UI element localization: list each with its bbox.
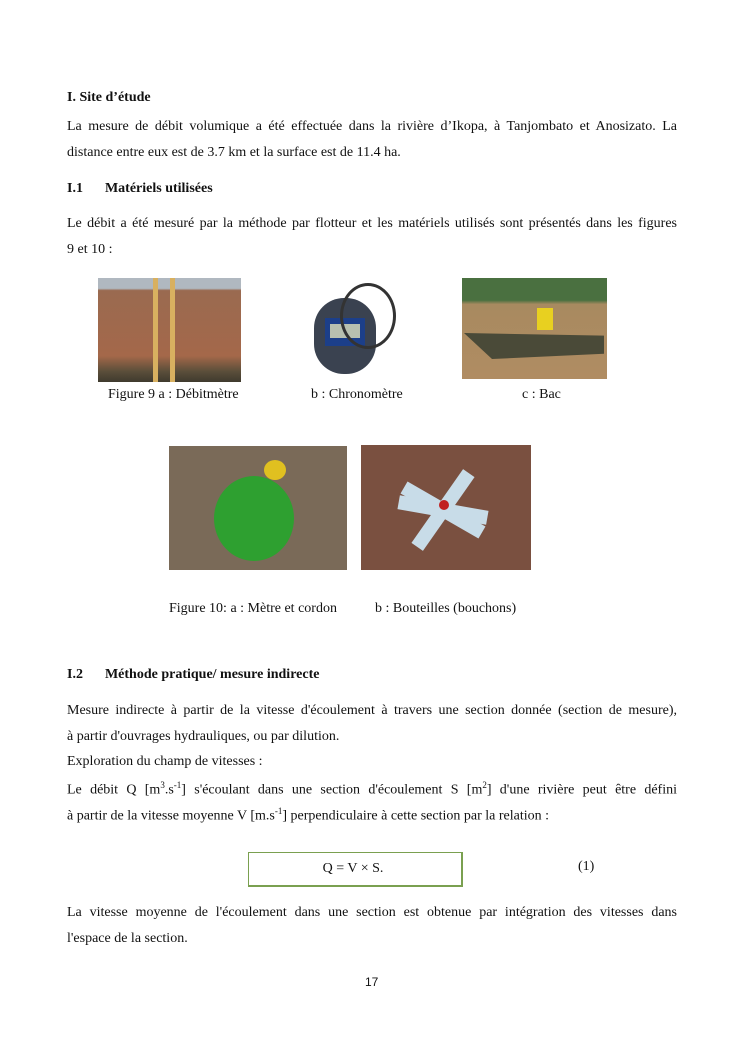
superscript: 3 bbox=[160, 780, 165, 790]
flowmeter-photo bbox=[98, 278, 241, 382]
heading-number: I.2 bbox=[67, 667, 83, 682]
superscript: -1 bbox=[274, 806, 283, 816]
section-title: I. Site d’étude bbox=[67, 90, 151, 105]
paragraph-line bbox=[67, 780, 677, 799]
page-number: 17 bbox=[365, 975, 379, 989]
paragraph-line: Mesure indirecte à partir de la vitesse d'écoulement à travers une section donnée (section de mesure), bbox=[67, 703, 677, 718]
superscript: -1 bbox=[173, 780, 182, 790]
paragraph-line: Le débit a été mesuré par la méthode par flotteur et les matériels utilisés sont présentés dans les figures bbox=[67, 216, 677, 231]
stopwatch-photo bbox=[300, 278, 404, 382]
paragraph-line bbox=[67, 806, 549, 825]
paragraph-line: distance entre eux est de 3.7 km et la surface est de 11.4 ha. bbox=[67, 145, 401, 160]
text: à partir de la vitesse moyenne V [m.s bbox=[67, 808, 275, 824]
heading-number: I.1 bbox=[67, 181, 83, 196]
boat-photo bbox=[462, 278, 607, 379]
heading-text: Matériels utilisées bbox=[104, 181, 213, 196]
bottles-photo bbox=[361, 445, 531, 570]
paragraph-line: Exploration du champ de vitesses : bbox=[67, 754, 263, 769]
figure-9b-caption: b : Chronomètre bbox=[311, 387, 403, 402]
heading-1-1 bbox=[67, 181, 213, 197]
heading-1-2 bbox=[67, 667, 319, 683]
equation-box bbox=[248, 852, 463, 887]
figure-9a-caption: Figure 9 a : Débitmètre bbox=[108, 387, 239, 402]
figure-10b-caption: b : Bouteilles (bouchons) bbox=[375, 601, 517, 616]
paragraph-line: à partir d'ouvrages hydrauliques, ou par dilution. bbox=[67, 729, 340, 744]
text: ] d'une rivière peut être défini bbox=[486, 782, 678, 798]
equation: Q = V × S. bbox=[322, 861, 384, 876]
heading-text: Méthode pratique/ mesure indirecte bbox=[104, 667, 320, 682]
figure-9c-caption: c : Bac bbox=[522, 387, 561, 402]
paragraph-line: La mesure de débit volumique a été effectuée dans la rivière d’Ikopa, à Tanjombato et Anosizato. La bbox=[67, 119, 677, 134]
text: ] perpendiculaire à cette section par la relation : bbox=[282, 808, 550, 824]
paragraph-line: 9 et 10 : bbox=[67, 242, 113, 257]
text: ] s'écoulant dans une section d'écoulement S [m bbox=[181, 782, 483, 798]
equation-number: (1) bbox=[578, 859, 595, 874]
text: Le débit Q [m bbox=[67, 782, 161, 798]
superscript: 2 bbox=[482, 780, 487, 790]
paragraph-line: La vitesse moyenne de l'écoulement dans une section est obtenue par intégration des vitesses dans bbox=[67, 905, 677, 920]
text: .s bbox=[164, 782, 174, 798]
figure-10a-caption: Figure 10: a : Mètre et cordon bbox=[169, 601, 337, 616]
tape-cord-photo bbox=[169, 446, 347, 570]
paragraph-line: l'espace de la section. bbox=[67, 931, 188, 946]
